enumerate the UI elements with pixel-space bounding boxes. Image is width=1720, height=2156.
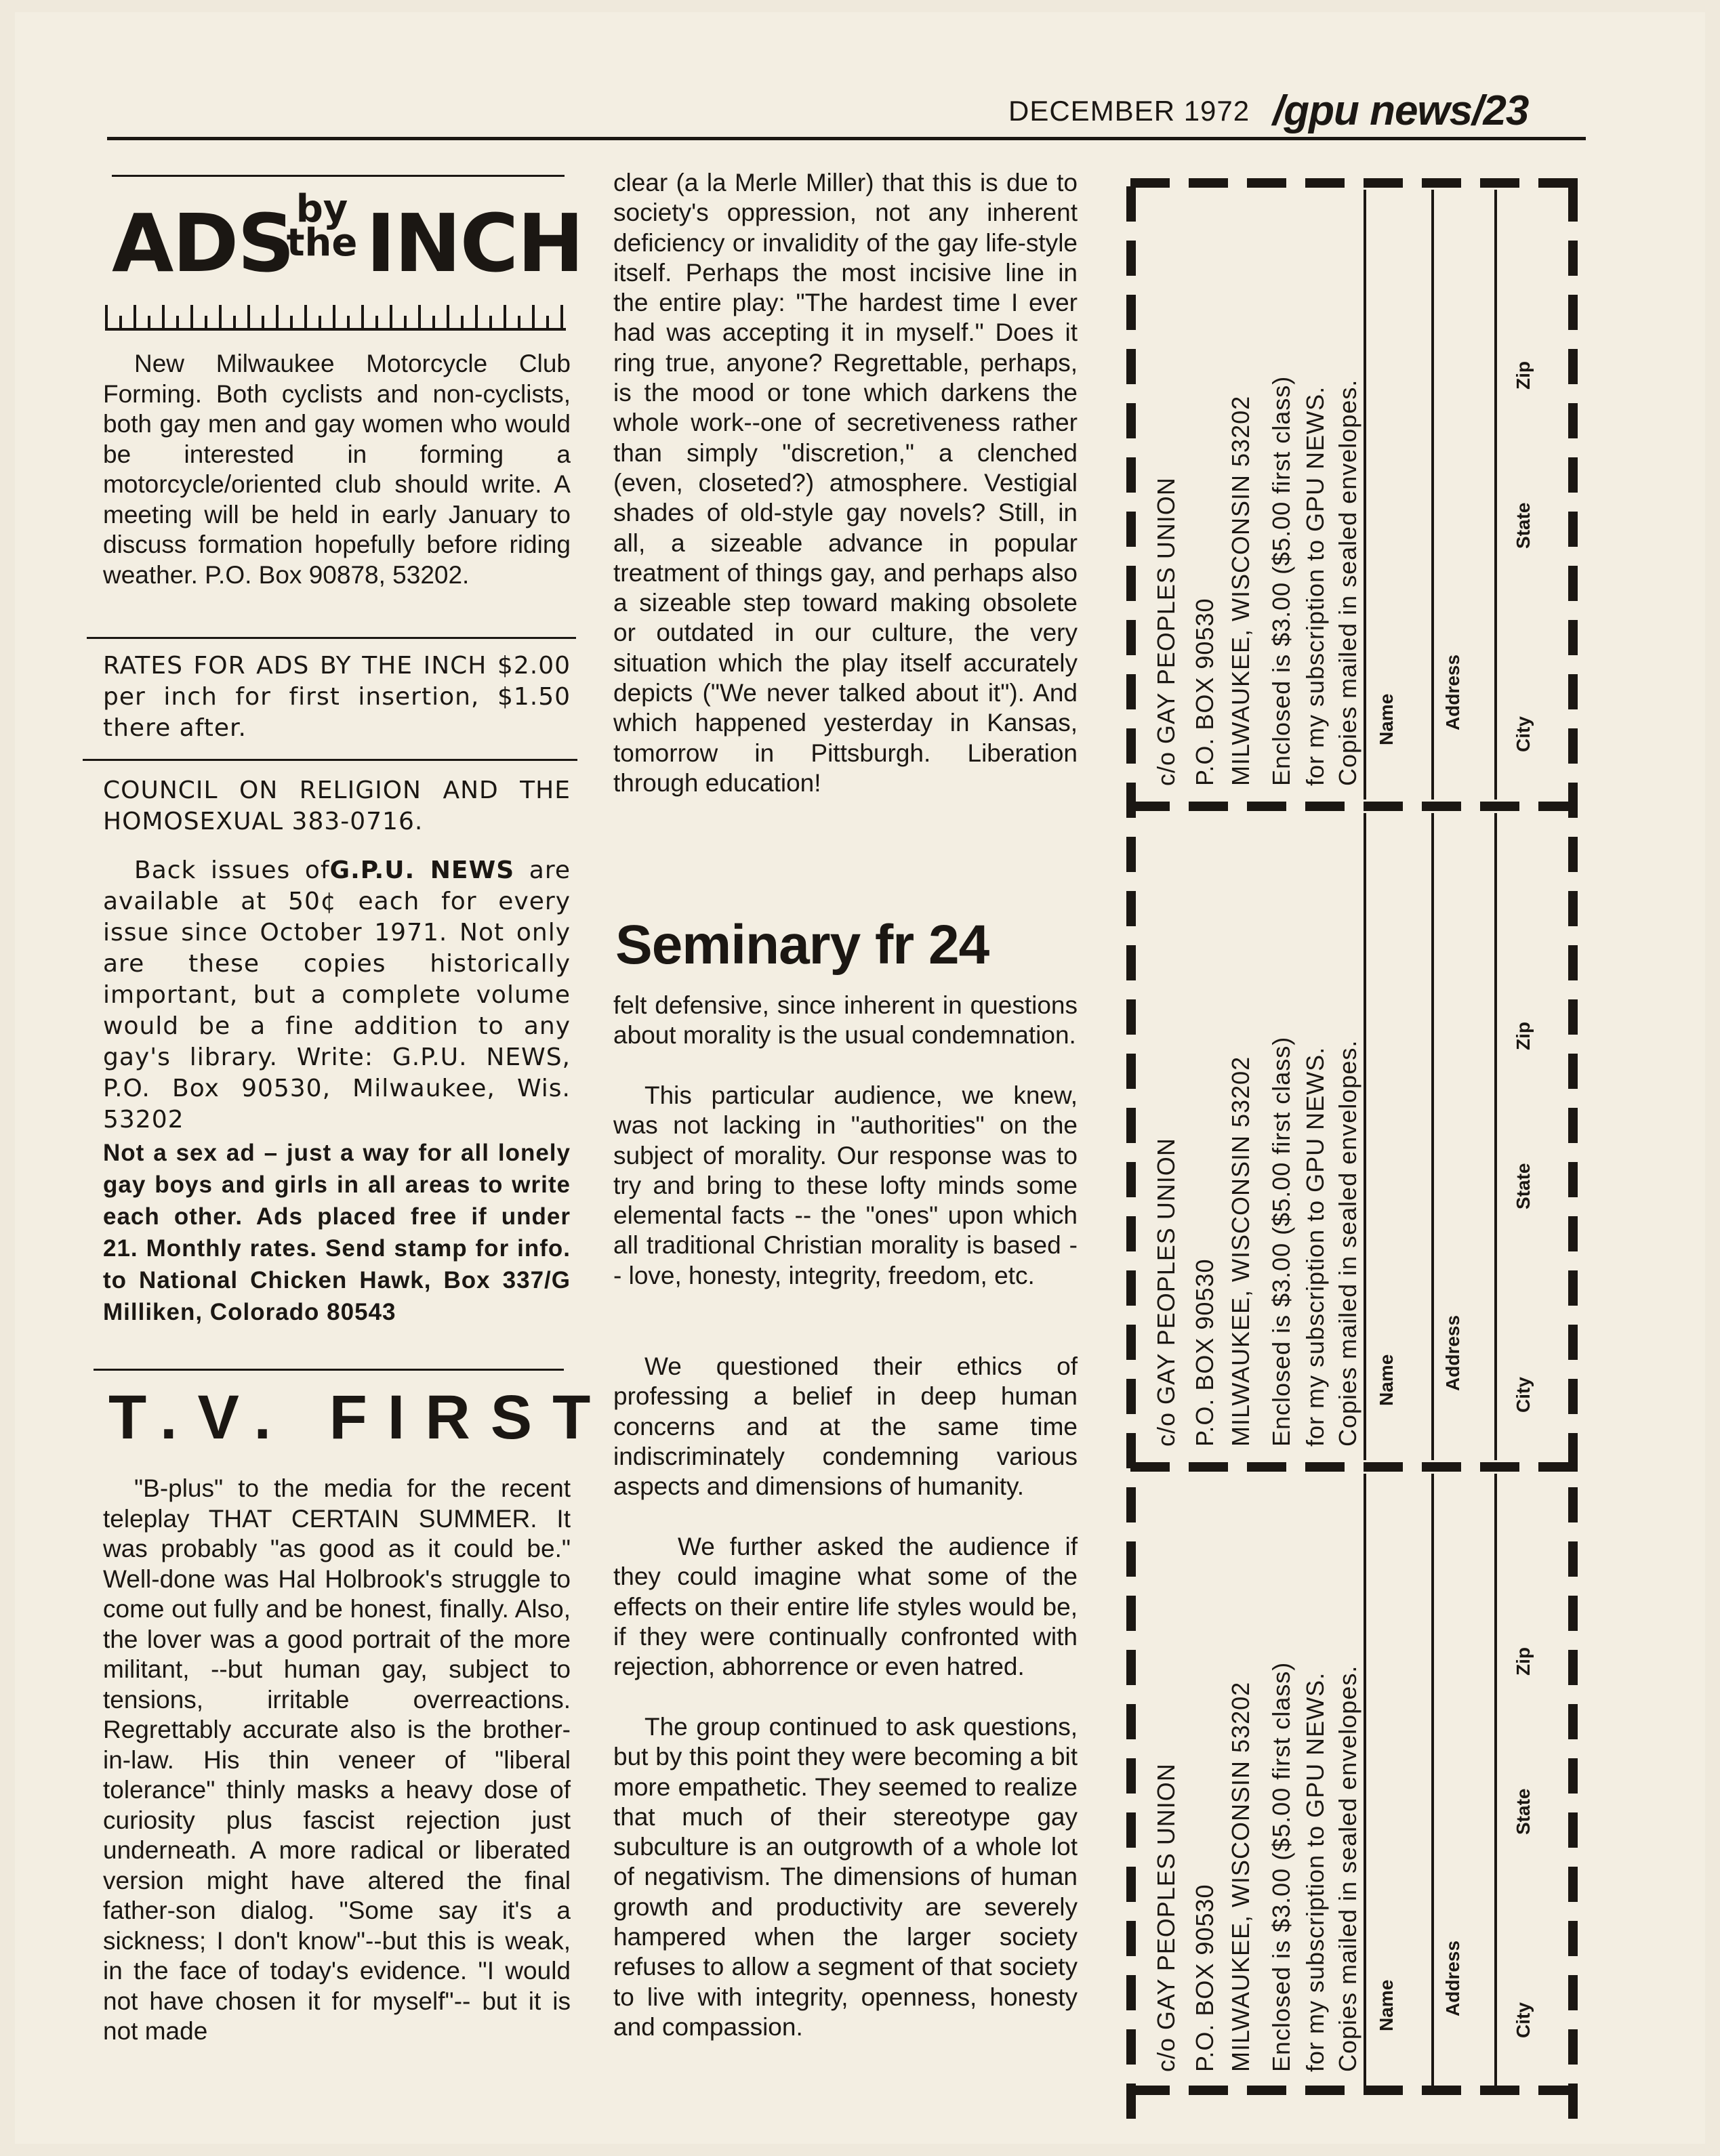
- tv-first-title: T.V. FIRST: [108, 1383, 611, 1452]
- ruler-tick: [148, 316, 150, 331]
- coupon-name-label: Name: [1376, 1354, 1397, 1406]
- cut-line-dash: [1126, 512, 1136, 547]
- ruler-tick: [134, 305, 136, 331]
- cut-line-dash: [1568, 728, 1578, 764]
- cut-line-dash: [1126, 620, 1136, 655]
- cut-line-dash: [1126, 1487, 1136, 1522]
- ruler-tick: [333, 305, 335, 331]
- cut-line-dash: [1568, 945, 1578, 980]
- form-field-line: [1494, 813, 1497, 1460]
- coupon-address-line5: for my subscription to GPU NEWS.: [1301, 1672, 1329, 2072]
- inch-word: INCH: [366, 196, 583, 290]
- coupon-address-line3: MILWAUKEE, WISCONSIN 53202: [1227, 1681, 1254, 2072]
- cut-line-dash: [1568, 620, 1578, 655]
- issue-date: DECEMBER 1972: [1008, 95, 1250, 127]
- coupon-address-label: Address: [1442, 1314, 1463, 1391]
- coupon-address-line3: MILWAUKEE, WISCONSIN 53202: [1227, 395, 1254, 786]
- cut-line-dash: [1568, 1812, 1578, 1848]
- cut-line-dash: [1126, 2029, 1136, 2065]
- cut-line-dash: [1480, 1462, 1519, 1472]
- cut-line-dash: [1568, 512, 1578, 547]
- cut-line-dash: [1568, 1325, 1578, 1360]
- cut-line-dash: [1568, 1379, 1578, 1414]
- cut-line-dash: [1126, 1758, 1136, 1794]
- cut-line-dash: [1305, 1462, 1345, 1472]
- cut-line-dash: [1126, 1541, 1136, 1577]
- coupon-state-label: State: [1513, 1163, 1534, 1209]
- ruler-tick: [461, 316, 464, 331]
- cut-line-dash: [1480, 2086, 1519, 2095]
- seminary-p4: We further asked the audience if they could imagine what some of the effects on their entire life styles would be, if they were continually confronted with rejection, abhorrence or even hatred.: [613, 1533, 1078, 1681]
- cut-line-dash: [1126, 837, 1136, 872]
- cut-line-dash: [1126, 349, 1136, 384]
- coupon-city-label: City: [1513, 1377, 1534, 1413]
- seminary-p1: felt defensive, since inherent in questions about morality is the usual condemnation.: [613, 991, 1078, 1050]
- cut-line-dash: [1538, 802, 1578, 811]
- rates-ad: RATES FOR ADS BY THE INCH $2.00 per inch for first insertion, $1.50 there after.: [103, 652, 571, 742]
- coupon-address-line4: Enclosed is $3.00 ($5.00 first class): [1267, 1661, 1295, 2072]
- coupon-name-label: Name: [1376, 693, 1397, 745]
- ruler-tick: [404, 316, 407, 331]
- cut-line-dash: [1568, 403, 1578, 438]
- cut-line-dash: [1189, 1462, 1228, 1472]
- motorcycle-ad: New Milwaukee Motorcycle Club Forming. Both cyclists and non-cyclists, both gay men and gay women who would be interested in forming a motorcycle/oriented club should write. A meeting will be held in early January to discuss formation hopefully before riding weather. P.O. Box 90878, 53202.: [103, 350, 571, 589]
- coupon-address-line6: Copies mailed in sealed envelopes.: [1334, 379, 1361, 786]
- cut-line-dash: [1126, 1596, 1136, 1631]
- ruler-tick: [233, 316, 236, 331]
- cut-line-dash: [1538, 1462, 1578, 1472]
- cut-line-dash: [1126, 1921, 1136, 1956]
- cut-line-dash: [1126, 403, 1136, 438]
- cut-line-dash: [1568, 674, 1578, 709]
- cut-line-dash: [1422, 802, 1461, 811]
- ruler-tick: [418, 305, 421, 331]
- cut-line-dash: [1126, 999, 1136, 1035]
- cut-line-dash: [1568, 1216, 1578, 1251]
- ruler-tick: [504, 305, 506, 331]
- cut-line-dash: [1568, 1867, 1578, 1902]
- cut-line-dash: [1568, 1054, 1578, 1089]
- ads-top-rule: [112, 175, 565, 177]
- ruler-tick: [304, 305, 307, 331]
- cut-line-dash: [1568, 566, 1578, 601]
- cut-line-dash: [1126, 1162, 1136, 1197]
- ruler-tick: [205, 316, 207, 331]
- seminary-p5: The group continued to ask questions, but by this point they were becoming a bit more empathetic. They seemed to realize that much of their stereotype gay subculture is an outgrowth of a whole lot of negativism. The dimensions of human growth and productivity are severely hampered when the larger society refuses to allow a segment of that society to live with integrity, openness, honesty and compassion.: [613, 1713, 1078, 2041]
- coupon-address-line4: Enclosed is $3.00 ($5.00 first class): [1267, 1036, 1295, 1447]
- coupon-address-line6: Copies mailed in sealed envelopes.: [1334, 1039, 1361, 1447]
- ruler-tick: [489, 316, 492, 331]
- ruler-tick: [290, 316, 293, 331]
- cut-line-dash: [1538, 178, 1578, 188]
- cut-line-dash: [1568, 891, 1578, 926]
- coupon-zip-label: Zip: [1513, 1647, 1534, 1676]
- ruler-tick: [119, 316, 122, 331]
- cut-line-dash: [1480, 178, 1519, 188]
- cut-line-dash: [1364, 178, 1403, 188]
- coupon-state-label: State: [1513, 1788, 1534, 1835]
- cut-line-dash: [1568, 1704, 1578, 1739]
- cut-line-dash: [1126, 728, 1136, 764]
- cut-line-dash: [1568, 1487, 1578, 1522]
- cut-line-dash: [1130, 178, 1170, 188]
- coupon-city-label: City: [1513, 716, 1534, 752]
- coupon-zip-label: Zip: [1513, 361, 1534, 390]
- ruler-tick: [219, 305, 222, 331]
- cut-line-dash: [1568, 1921, 1578, 1956]
- ruler-tick: [262, 316, 264, 331]
- cut-line-dash: [1126, 457, 1136, 493]
- the-word: the: [286, 221, 358, 265]
- cut-line-dash: [1130, 802, 1170, 811]
- cut-line-dash: [1568, 1162, 1578, 1197]
- cut-line-dash: [1247, 178, 1286, 188]
- coupon-address-line4: Enclosed is $3.00 ($5.00 first class): [1267, 375, 1295, 786]
- cut-line-dash: [1126, 1650, 1136, 1685]
- cut-line-dash: [1480, 802, 1519, 811]
- cut-line-dash: [1538, 2086, 1578, 2095]
- seminary-p3: We questioned their ethics of professing a belief in deep human concerns and at the same time indiscriminately condemning various aspects and dimensions of humanity.: [613, 1352, 1078, 1501]
- cut-line-dash: [1126, 295, 1136, 330]
- cut-line-dash: [1305, 802, 1345, 811]
- cut-line-dash: [1126, 1867, 1136, 1902]
- cut-line-dash: [1126, 1108, 1136, 1143]
- cut-line-dash: [1568, 1270, 1578, 1306]
- ruler-tick: [162, 305, 165, 331]
- cut-line-dash: [1126, 783, 1136, 818]
- coupon-address-line1: c/o GAY PEOPLES UNION: [1152, 1763, 1180, 2072]
- cut-line-dash: [1568, 1108, 1578, 1143]
- cut-line-dash: [1422, 178, 1461, 188]
- ruler-tick: [532, 305, 535, 331]
- council-ad: COUNCIL ON RELIGION AND THE HOMOSEXUAL 383-0716.: [103, 776, 571, 835]
- divider: [87, 637, 576, 639]
- cut-line-dash: [1126, 1216, 1136, 1251]
- cut-line-dash: [1189, 802, 1228, 811]
- cut-line-dash: [1126, 566, 1136, 601]
- cut-line-dash: [1126, 891, 1136, 926]
- cut-line-dash: [1305, 178, 1345, 188]
- cut-line-dash: [1126, 945, 1136, 980]
- ruler-tick: [475, 305, 478, 331]
- back-issues-ad: [103, 855, 571, 1136]
- ruler-tick: [546, 316, 549, 331]
- cut-line-dash: [1568, 1596, 1578, 1631]
- cut-line-dash: [1364, 2086, 1403, 2095]
- divider: [83, 759, 577, 761]
- cut-line-dash: [1568, 241, 1578, 276]
- seminary-p2: This particular audience, we knew, was not lacking in "authorities" on the subject of morality. Our response was to try and bring to these lofty minds some elemental facts -- the "ones" upon which all traditional Christian morality is based -- love, honesty, integrity, freedom, etc.: [613, 1081, 1078, 1289]
- cut-line-dash: [1126, 241, 1136, 276]
- coupon-city-label: City: [1513, 2002, 1534, 2038]
- back-issues-lead: Back issues of: [134, 856, 330, 884]
- form-field-line: [1431, 1474, 1434, 2086]
- form-field-line: [1364, 1474, 1366, 2086]
- ruler-tick: [276, 305, 279, 331]
- coupon-address-line3: MILWAUKEE, WISCONSIN 53202: [1227, 1056, 1254, 1447]
- cut-line-dash: [1568, 295, 1578, 330]
- cut-line-dash: [1568, 2029, 1578, 2065]
- ruler-tick: [247, 305, 250, 331]
- cut-line-dash: [1568, 349, 1578, 384]
- coupon-address-line5: for my subscription to GPU NEWS.: [1301, 1046, 1329, 1447]
- coupon-name-label: Name: [1376, 1979, 1397, 2031]
- form-field-line: [1431, 813, 1434, 1460]
- ruler-tick: [176, 316, 179, 331]
- seminary-title: Seminary fr 24: [615, 914, 989, 976]
- cut-line-dash: [1422, 2086, 1461, 2095]
- header-rule: [107, 137, 1586, 140]
- cut-line-dash: [1364, 1462, 1403, 1472]
- cut-line-dash: [1247, 802, 1286, 811]
- by-word: by: [295, 187, 348, 231]
- form-field-line: [1494, 1474, 1497, 2086]
- cut-line-dash: [1568, 1541, 1578, 1577]
- cut-line-dash: [1126, 1270, 1136, 1306]
- cut-line-dash: [1568, 783, 1578, 818]
- cut-line-dash: [1126, 186, 1136, 222]
- cut-line-dash: [1568, 457, 1578, 493]
- form-field-line: [1494, 190, 1497, 800]
- cut-line-dash: [1189, 178, 1228, 188]
- cut-line-dash: [1568, 1975, 1578, 2010]
- coupon-state-label: State: [1513, 502, 1534, 549]
- coupon-zip-label: Zip: [1513, 1022, 1534, 1050]
- cut-line-dash: [1130, 2086, 1170, 2095]
- ruler-tick: [447, 305, 449, 331]
- cut-line-dash: [1126, 1379, 1136, 1414]
- cut-line-dash: [1247, 2086, 1286, 2095]
- cut-line-dash: [1130, 1462, 1170, 1472]
- coupon-address-line2: P.O. BOX 90530: [1191, 1258, 1219, 1447]
- cut-line-dash: [1568, 837, 1578, 872]
- cut-line-dash: [1305, 2086, 1345, 2095]
- chicken-hawk-ad: Not a sex ad – just a way for all lonely gay boys and girls in all areas to write each other. Ads placed free if under 21. Monthly rates. Send stamp for info. to National Chicken Hawk, Box 337/G Milliken, Colorado 80543: [103, 1140, 571, 1325]
- masthead: /gpu news/23: [1273, 87, 1529, 134]
- cut-line-dash: [1126, 1054, 1136, 1089]
- coupon-address-line2: P.O. BOX 90530: [1191, 598, 1219, 786]
- cut-line-dash: [1247, 1462, 1286, 1472]
- cut-line-dash: [1189, 2086, 1228, 2095]
- form-field-line: [1364, 190, 1366, 800]
- ruler-baseline: [105, 328, 566, 331]
- ruler-tick: [319, 316, 321, 331]
- cut-line-dash: [1568, 1758, 1578, 1794]
- form-field-line: [1431, 190, 1434, 800]
- ruler-tick: [390, 305, 392, 331]
- ruler-tick: [190, 305, 193, 331]
- ruler-tick: [361, 305, 364, 331]
- ruler-graphic: [105, 299, 566, 331]
- cut-line-dash: [1568, 1650, 1578, 1685]
- ads-word: ADS: [112, 196, 294, 290]
- coupon-address-label: Address: [1442, 654, 1463, 730]
- ruler-tick: [432, 316, 435, 331]
- coupon-address-line2: P.O. BOX 90530: [1191, 1884, 1219, 2072]
- divider: [94, 1369, 564, 1371]
- cut-line-dash: [1126, 1325, 1136, 1360]
- tv-first-body: "B-plus" to the media for the recent teleplay THAT CERTAIN SUMMER. It was probably "as good as it could be." Well-done was Hal Holbrook's struggle to come out fully and be honest, finally. Also, the lover was a good portrait of the more militant, --but human gay, subject to tensions, irritable overreactions. Regrettably accurate also is the brother-in-law. His thin veneer of "liberal tolerance" thinly masks a heavy dose of curiosity plus fascist rejection just underneath. A more radical or liberated version might have altered the final father-son dialog. "Some say it's a sickness; I don't know"--but this is weak, in the face of today's evidence. "I would not have chosen it for myself"-- but it is not made: [103, 1474, 571, 2045]
- tv-first-continued: clear (a la Merle Miller) that this is due to society's oppression, not any inherent deficiency or invalidity of the gay life-style itself. Perhaps the most incisive line in the entire play: "The hardest time I ever had was accepting it in myself." Does it ring true, anyone? Regrettable, perhaps, is the mood or tone which darkens the whole work--one of secretiveness rather than simply "discretion," a clenched (even, closeted?) atmosphere. Vestigial shades of old-style gay novels? Still, in all, a sizeable advance in popular treatment of things gay, and perhaps also a sizeable step toward making obsolete or outdated in our culture, the very situation which the play itself accurately depicts ("We never talked about it"). And which happened yesterday in Kansas, tomorrow in Pittsburgh. Liberation through education!: [613, 169, 1078, 797]
- form-field-line: [1364, 813, 1366, 1460]
- cut-line-dash: [1126, 1704, 1136, 1739]
- back-issues-name: G.P.U. NEWS: [329, 856, 515, 884]
- coupon-address-line6: Copies mailed in sealed envelopes.: [1334, 1665, 1361, 2072]
- coupon-address-label: Address: [1442, 1940, 1463, 2016]
- coupon-address-line1: c/o GAY PEOPLES UNION: [1152, 1138, 1180, 1447]
- cut-line-dash: [1568, 999, 1578, 1035]
- coupon-address-line5: for my subscription to GPU NEWS.: [1301, 386, 1329, 786]
- cut-line-dash: [1422, 1462, 1461, 1472]
- ruler-tick: [518, 316, 520, 331]
- ruler-tick: [105, 305, 108, 331]
- back-issues-body: are available at 50¢ each for every issue since October 1971. Not only are these copies historically important, but a complete volume would be a fine addition to any gay's library. Write: G.P.U. NEWS, P.O. Box 90530, Milwaukee, Wis. 53202: [103, 856, 571, 1134]
- ruler-tick: [560, 305, 563, 331]
- cut-line-dash: [1568, 186, 1578, 222]
- coupon-address-line1: c/o GAY PEOPLES UNION: [1152, 477, 1180, 786]
- cut-line-dash: [1126, 674, 1136, 709]
- cut-line-dash: [1364, 802, 1403, 811]
- ruler-tick: [347, 316, 350, 331]
- ruler-tick: [375, 316, 378, 331]
- cut-line-dash: [1126, 1812, 1136, 1848]
- cut-line-dash: [1126, 1975, 1136, 2010]
